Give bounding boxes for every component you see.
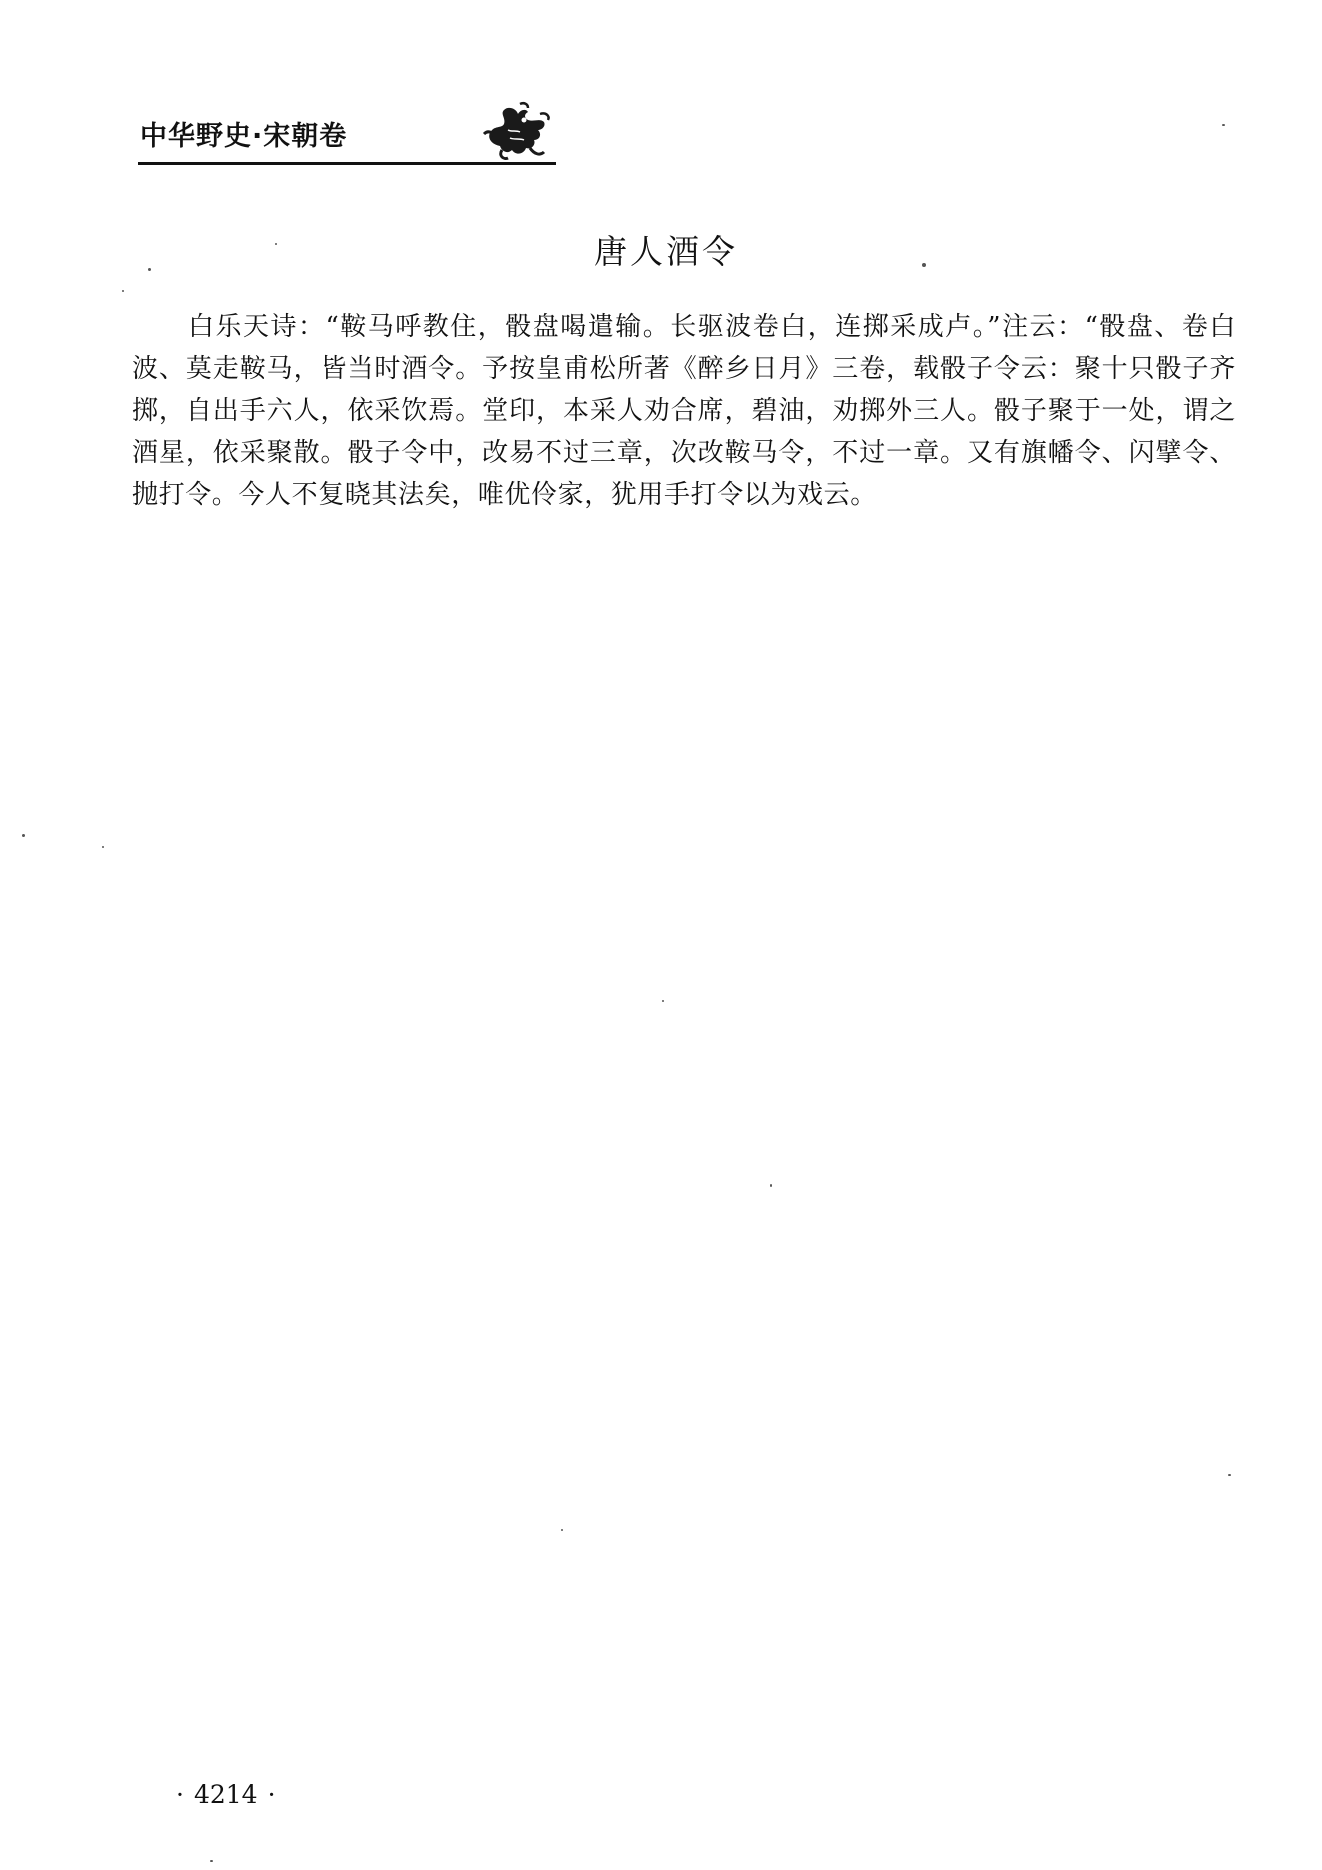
scan-speck <box>22 834 25 837</box>
scan-speck <box>122 290 124 292</box>
running-header <box>138 100 556 168</box>
dragon-emblem-icon <box>480 100 552 162</box>
scan-speck <box>561 1529 563 1531</box>
page-number <box>166 1780 286 1809</box>
scan-speck <box>1228 1474 1231 1476</box>
article-title: 唐人酒令 <box>594 232 738 271</box>
scan-speck <box>148 268 151 271</box>
page-number-value: 4214 <box>193 1780 258 1809</box>
page-number-bullet-left: · <box>176 1780 184 1809</box>
book-series-title: 中华野史·宋朝卷 <box>140 121 348 152</box>
header-rule <box>138 162 556 165</box>
scan-speck <box>275 243 277 245</box>
scan-speck <box>1222 124 1225 126</box>
scan-speck <box>210 1860 213 1862</box>
scan-speck <box>662 1000 664 1002</box>
scan-speck <box>102 846 104 848</box>
scan-speck <box>922 263 926 267</box>
article-body: 白乐天诗：“鞍马呼教住，骰盘喝遣输。长驱波卷白，连掷采成卢。”注云：“骰盘、卷白波、莫走鞍马，皆当时酒令。予按皇甫松所著《醉乡日月》三卷，载骰子令云：聚十只骰子齐掷，自出手六人，依采饮焉。堂印，本采人劝合席，碧油，劝掷外三人。骰子聚于一处，谓之酒星，依采聚散。骰子令中，改易不过三章，次改鞍马令，不过一章。又有旗幡令、闪擘令、抛打令。今人不复晓其法矣，唯优伶家，犹用手打令以为戏云。 <box>132 312 1236 510</box>
scan-speck <box>770 1184 772 1187</box>
page-number-bullet-right: · <box>267 1780 276 1809</box>
